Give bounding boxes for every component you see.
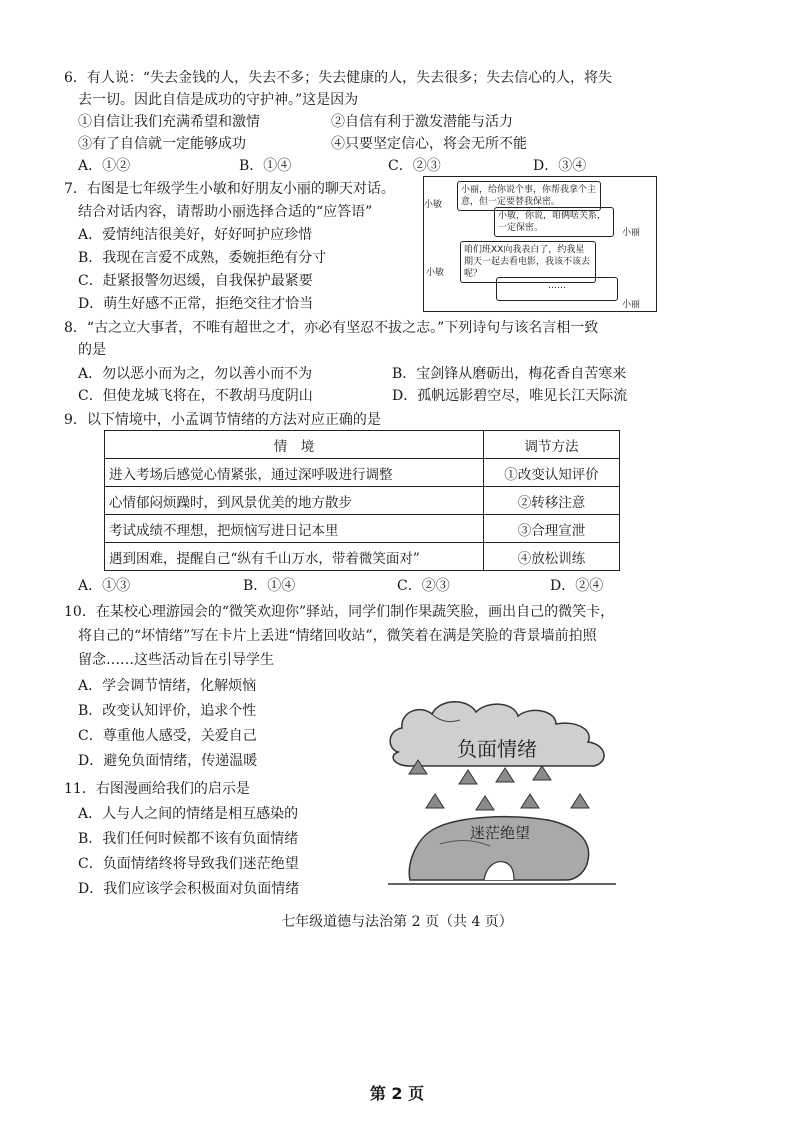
q11-option-b: B．我们任何时候都不该有负面情绪 <box>78 831 299 847</box>
q6-statement-4: ④只要坚定信心，将会无所不能 <box>331 136 527 152</box>
q11-stem: 11．右图漫画给我们的启示是 <box>64 781 250 797</box>
table-row <box>105 543 620 571</box>
q6-stem-line1: 6．有人说：“失去金钱的人，失去不多；失去健康的人，失去很多；失去信心的人，将失 <box>64 70 613 86</box>
q11-option-c: C．负面情绪终将导致我们迷茫绝望 <box>78 856 299 872</box>
q7-stem-line1: 7．右图是七年级学生小敏和好朋友小丽的聊天对话。 <box>64 181 395 197</box>
q10-stem-line2: 将自己的“坏情绪”写在卡片上丢进“情绪回收站”，微笑着在满是笑脸的背景墙前拍照 <box>78 628 597 644</box>
q10-option-b: B．改变认知评价，追求个性 <box>78 703 257 719</box>
q10-option-a: A．学会调节情绪，化解烦恼 <box>78 678 257 694</box>
q6-statement-3: ③有了自信就一定能够成功 <box>78 136 246 152</box>
q11-option-d: D．我们应该学会积极面对负面情绪 <box>78 881 300 897</box>
q8-stem-line2: 的是 <box>78 342 106 358</box>
q6-option-d: D．③④ <box>533 158 587 174</box>
q10-option-d: D．避免负面情绪，传递温暖 <box>78 753 258 769</box>
chat-bubble-4: …… <box>496 277 618 301</box>
chat-bubble-3: 咱们班XX向我表白了，约我星期天一起去看电影，我该不该去呢？ <box>460 241 596 283</box>
q6-option-c: C．②③ <box>388 158 441 174</box>
q7-option-b: B．我现在言爱不成熟，委婉拒绝有分寸 <box>78 250 327 266</box>
q8-stem-line1: 8．“古之立大事者，不唯有超世之才，亦必有坚忍不拔之志。”下列诗句与该名言相一致 <box>64 320 599 336</box>
chat-dialogue-figure <box>423 176 657 312</box>
chat-bubble-1: 小丽，给你说个事，你帮我拿个主意，但一定要替我保密。 <box>457 181 601 211</box>
table-row <box>105 459 620 487</box>
q9-table <box>104 430 620 571</box>
q9-method-4: ④放松训练 <box>484 543 620 571</box>
q9-method-3: ③合理宣泄 <box>484 515 620 543</box>
chat-name-3: 小敏 <box>426 268 445 278</box>
chat-name-1: 小敏 <box>424 200 443 210</box>
q8-option-a: A．勿以恶小而为之，勿以善小而不为 <box>78 366 313 382</box>
q10-stem-line3: 留念……这些活动旨在引导学生 <box>78 652 274 668</box>
q9-header-scenario: 情 境 <box>105 431 484 459</box>
q6-statement-1: ①自信让我们充满希望和激情 <box>78 114 260 130</box>
q7-option-a: A．爱情纯洁很美好，好好呵护应珍惜 <box>78 227 313 243</box>
q9-header-method: 调节方法 <box>484 431 620 459</box>
q6-stem-line2: 去一切。因此自信是成功的守护神。”这是因为 <box>78 92 359 108</box>
q7-option-d: D．萌生好感不正常，拒绝交往才恰当 <box>78 296 314 312</box>
chat-bubble-2: 小敏，你说，咱俩啥关系，一定保密。 <box>494 207 614 237</box>
q8-option-b: B．宝剑锋从磨砺出，梅花香自苦寒来 <box>392 366 627 382</box>
cloud-label: 负面情绪 <box>457 737 537 761</box>
q9-option-b: B．①④ <box>243 578 296 594</box>
q9-scenario-3: 考试成绩不理想，把烦恼写进日记本里 <box>105 515 484 543</box>
q8-option-d: D．孤帆远影碧空尽，唯见长江天际流 <box>392 388 628 404</box>
q7-stem-line2: 结合对话内容，请帮助小丽选择合适的“应答语” <box>78 204 373 220</box>
q6-statement-2: ②自信有利于激发潜能与活力 <box>331 114 513 130</box>
table-row <box>105 487 620 515</box>
chat-name-2: 小丽 <box>622 228 641 238</box>
q9-option-d: D．②④ <box>550 578 604 594</box>
q10-stem-line1: 10．在某校心理游园会的“微笑欢迎你”驿站，同学们制作果蔬笑脸，画出自己的微笑卡， <box>64 604 615 620</box>
page-number-label: 第 2 页 <box>369 1084 425 1103</box>
page-footer: 七年级道德与法治第 2 页（共 4 页） <box>281 914 513 930</box>
q9-method-2: ②转移注意 <box>484 487 620 515</box>
q9-option-c: C．②③ <box>397 578 450 594</box>
q6-option-b: B．①④ <box>239 158 292 174</box>
q9-scenario-1: 进入考场后感觉心情紧张，通过深呼吸进行调整 <box>105 459 484 487</box>
q9-stem: 9．以下情境中，小孟调节情绪的方法对应正确的是 <box>64 412 381 428</box>
q9-scenario-2: 心情郁闷烦躁时，到风景优美的地方散步 <box>105 487 484 515</box>
table-row <box>105 515 620 543</box>
q10-option-c: C．尊重他人感受，关爱自己 <box>78 728 257 744</box>
q9-method-1: ①改变认知评价 <box>484 459 620 487</box>
q9-scenario-4: 遇到困难，提醒自己“纵有千山万水，带着微笑面对” <box>105 543 484 571</box>
q9-option-a: A．①③ <box>78 578 131 594</box>
q11-option-a: A．人与人之间的情绪是相互感染的 <box>78 806 299 822</box>
negative-emotion-cartoon <box>380 690 630 890</box>
rock-label: 迷茫绝望 <box>469 824 531 842</box>
q7-option-c: C．赶紧报警勿迟缓，自我保护最紧要 <box>78 273 313 289</box>
q6-option-a: A．①② <box>78 158 131 174</box>
q8-option-c: C．但使龙城飞将在，不教胡马度阴山 <box>78 388 313 404</box>
chat-name-4: 小丽 <box>622 300 641 310</box>
